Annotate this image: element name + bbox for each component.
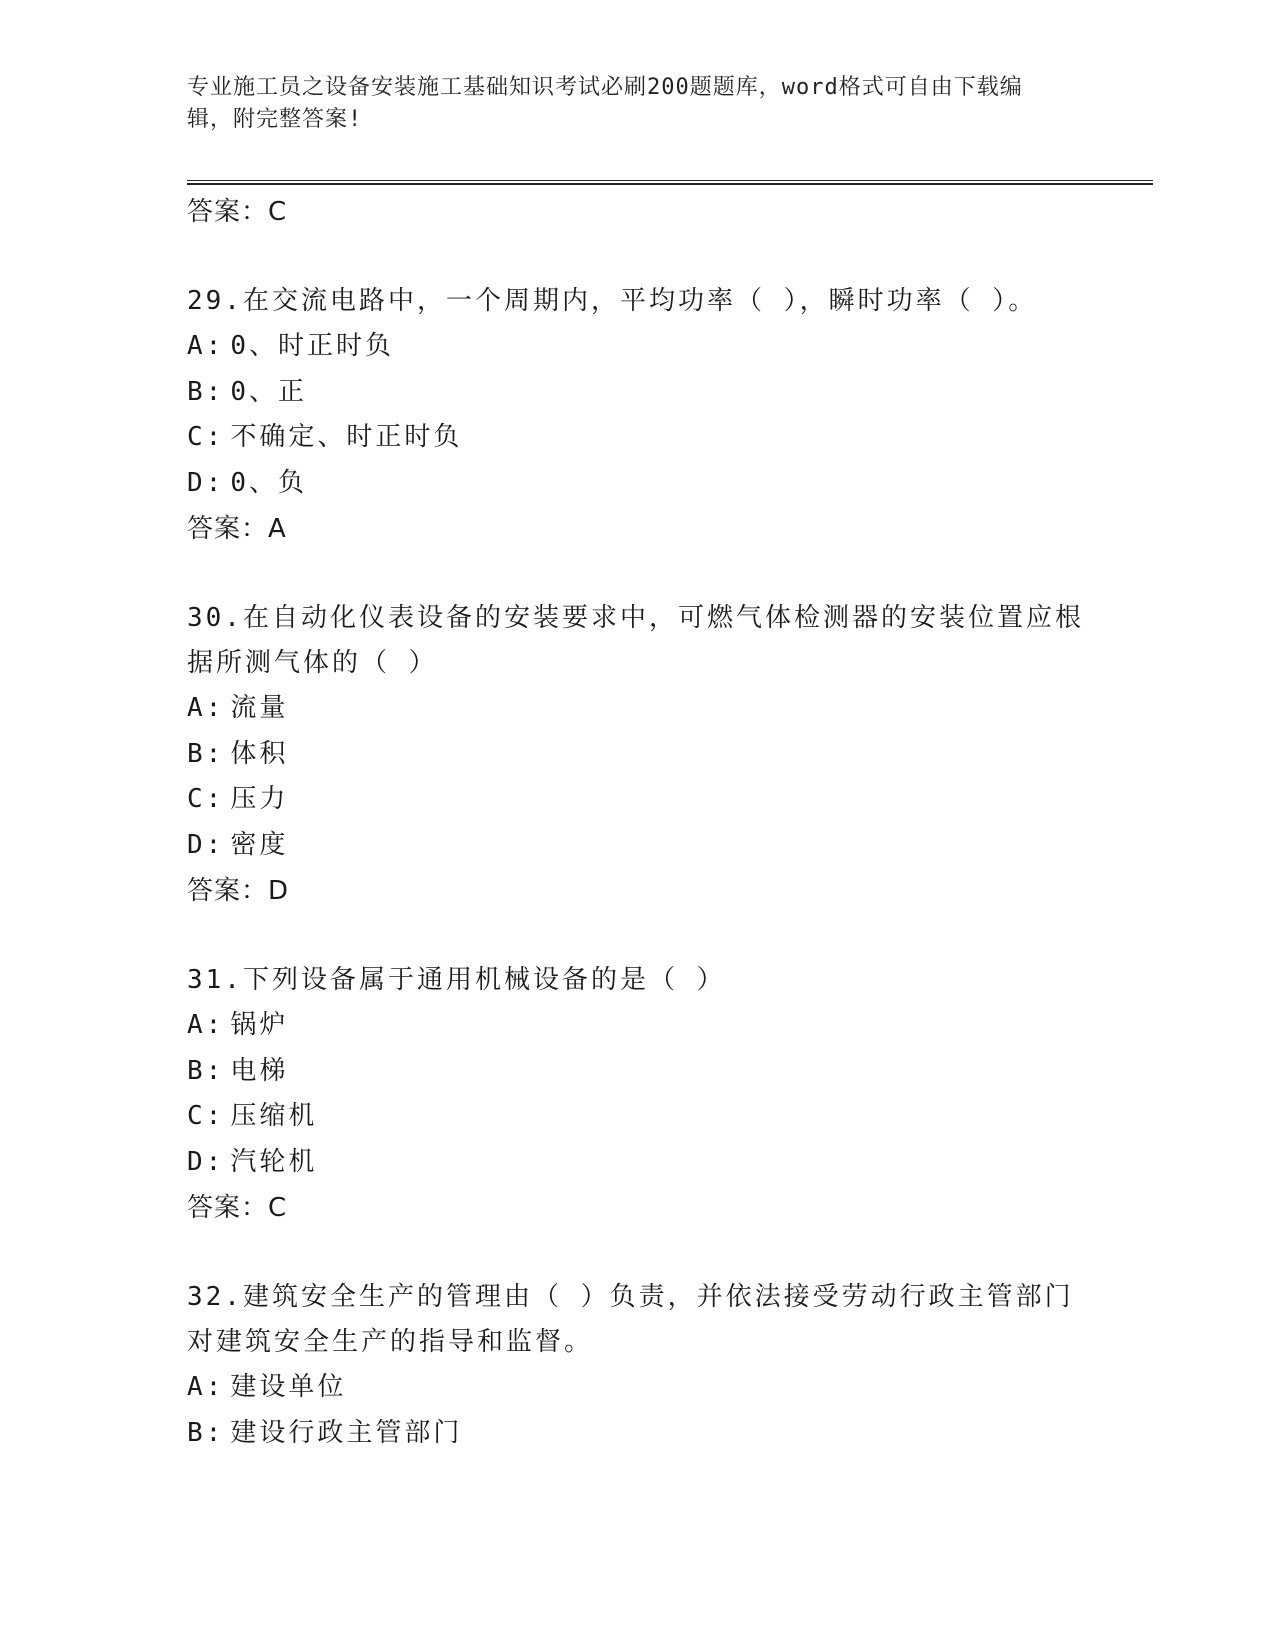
question-text: 30.在自动化仪表设备的安装要求中，可燃气体检测器的安装位置应根据所测气体的（ ） (187, 603, 1084, 678)
option-label: A: (187, 1372, 225, 1402)
option-label: C: (187, 422, 225, 452)
question-text: 32.建筑安全生产的管理由（ ）负责，并依法接受劳动行政主管部门对建筑安全生产的指导和监督。 (187, 1282, 1074, 1357)
option-text: 锅炉 (230, 1010, 289, 1040)
answer-text: 答案：A (187, 514, 287, 544)
option-b (187, 1411, 1087, 1457)
option-text: 体积 (230, 738, 289, 769)
option-text: 建设单位 (230, 1372, 347, 1402)
option-text: 流量 (230, 693, 289, 723)
option-text: 0、正 (230, 376, 307, 407)
option-text: 0、时正时负 (230, 331, 394, 361)
answer-text: 答案：C (187, 1193, 288, 1223)
document-header: 专业施工员之设备安装施工基础知识考试必刷200题题库，word格式可自由下载编辑，附完整答案! (187, 75, 1023, 132)
question-block (187, 596, 1087, 914)
option-label: D: (187, 829, 225, 860)
option-text: 密度 (230, 829, 289, 860)
option-text: 压缩机 (230, 1101, 318, 1131)
option-label: B: (187, 738, 225, 769)
option-label: B: (187, 376, 225, 407)
header-divider-thick (187, 183, 1153, 185)
option-b (187, 732, 1087, 778)
option-a (187, 686, 1087, 732)
option-c (187, 1094, 1087, 1140)
answer-text: 答案：D (187, 876, 290, 906)
option-d (187, 1140, 1087, 1186)
question-block (187, 958, 1087, 1231)
option-d (187, 461, 1087, 507)
answer-text: 答案：C (187, 197, 288, 227)
option-label: A: (187, 1010, 225, 1040)
question-text: 31.下列设备属于通用机械设备的是（ ） (187, 965, 726, 995)
option-b (187, 1049, 1087, 1095)
option-text: 电梯 (230, 1055, 289, 1086)
option-label: C: (187, 784, 225, 814)
question-block (187, 1275, 1087, 1456)
option-text: 不确定、时正时负 (230, 422, 463, 452)
question-list (187, 189, 1087, 1456)
question-block (187, 279, 1087, 552)
option-a (187, 1365, 1087, 1411)
option-label: B: (187, 1417, 225, 1448)
option-label: A: (187, 693, 225, 723)
option-c (187, 777, 1087, 823)
option-text: 0、负 (230, 467, 307, 498)
option-a (187, 1003, 1087, 1049)
option-a (187, 324, 1087, 370)
option-label: C: (187, 1101, 225, 1131)
option-label: D: (187, 1146, 225, 1177)
question-text: 29.在交流电路中，一个周期内，平均功率（ ），瞬时功率（ ）。 (187, 286, 1038, 316)
option-d (187, 823, 1087, 869)
option-label: D: (187, 467, 225, 498)
option-text: 汽轮机 (230, 1146, 318, 1177)
option-b (187, 370, 1087, 416)
option-label: A: (187, 331, 225, 361)
option-text: 建设行政主管部门 (230, 1417, 463, 1448)
option-c (187, 415, 1087, 461)
option-label: B: (187, 1055, 225, 1086)
option-text: 压力 (230, 784, 289, 814)
header-divider-thin (187, 180, 1153, 181)
